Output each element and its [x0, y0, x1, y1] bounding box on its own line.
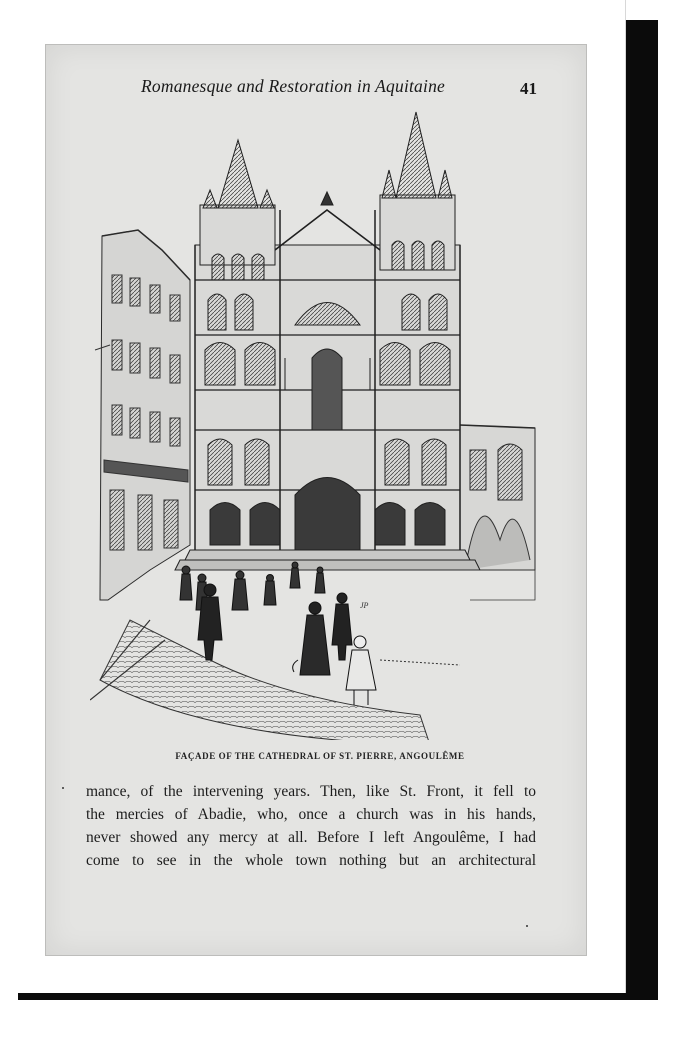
print-speck: [62, 787, 64, 789]
body-text: [86, 780, 536, 872]
artist-signature: JP: [360, 601, 369, 610]
running-head: Romanesque and Restoration in Aquitaine: [141, 76, 445, 96]
body-line: the mercies of Abadie, who, once a church was in his hands,: [86, 806, 536, 823]
cathedral-illustration: [90, 100, 550, 740]
page-number: 41: [520, 79, 537, 98]
left-building: [95, 230, 190, 600]
body-line: come to see in the whole town nothing but an architectural: [86, 852, 536, 869]
cathedral-facade: [175, 112, 480, 570]
body-line: never showed any mercy at all. Before I left Angoulême, I had: [86, 829, 536, 846]
body-line: mance, of the intervening years. Then, like St. Front, it fell to: [86, 783, 536, 800]
print-speck: [526, 925, 528, 927]
right-building: [460, 425, 535, 570]
illustration-caption: FAÇADE OF THE CATHEDRAL OF ST. PIERRE, ANGOULÊME: [175, 751, 465, 761]
